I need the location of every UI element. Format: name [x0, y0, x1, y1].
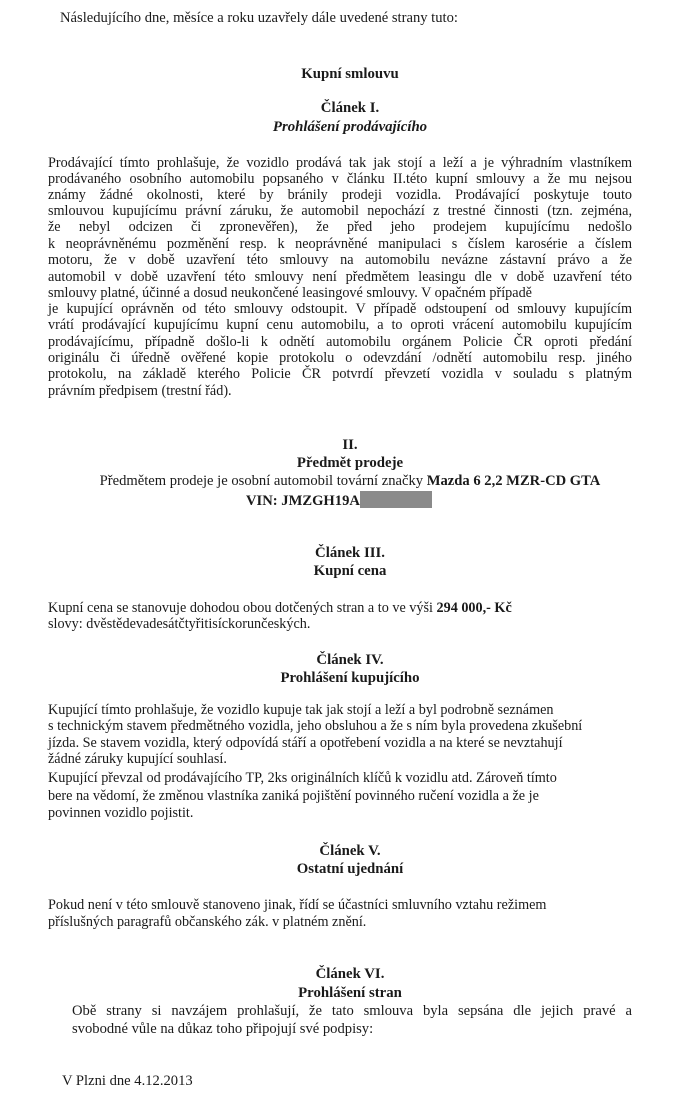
article4-line: s technickým stavem předmětného vozidla, jeho obsluhou a že s ním byla provedena zkušební	[48, 718, 583, 734]
article6-line: Obě strany si navzájem prohlašují, že tato smlouva byla sepsána dle jejich pravé a	[72, 1003, 632, 1019]
article6-heading: Článek VI.	[315, 966, 385, 982]
article1-line: Prodávající tímto prohlašuje, že vozidlo prodává tak jak stojí a leží a je výhradním vlastníkem	[48, 155, 632, 171]
article4-line: bere na vědomí, že změnou vlastníka zaniká pojištění povinného ručení vozidla a že je	[48, 788, 539, 804]
article1-line: právním předpisem (trestní řád).	[48, 383, 232, 399]
article4-line: žádné záruky kupující souhlasí.	[48, 751, 227, 767]
contract-title: Kupní smlouvu	[301, 66, 399, 82]
article1-line: prodávaného osobního automobilu popsaného v článku II.této kupní smlouvy a že mu nejsou	[48, 171, 632, 187]
article4-subheading: Prohlášení kupujícího	[280, 670, 420, 686]
article4-line: Kupující převzal od prodávajícího TP, 2ks originálních klíčů k vozidlu atd. Zároveň tímto	[48, 770, 557, 786]
article1-line: vrátí prodávající kupujícímu kupní cenu automobilu, a to oproti vrácení automobilu kupujícím	[48, 317, 632, 333]
article1-line: automobil v době uzavření této smlouvy není předmětem leasingu dle v době uzavření této	[48, 269, 632, 285]
vin-redaction	[360, 491, 432, 508]
article1-heading: Článek I.	[320, 100, 380, 116]
car-model: Mazda 6 2,2 MZR-CD GTA	[426, 473, 601, 489]
place-date: V Plzni dne 4.12.2013	[62, 1073, 193, 1089]
article4-line: Kupující tímto prohlašuje, že vozidlo kupuje tak jak stojí a leží a byl podrobně seznámen	[48, 702, 554, 718]
price-value: 294 000,- Kč	[436, 600, 512, 616]
article1-line: originálu či úředně ověřené kopie protokolu o odevzdání /odnětí automobilu resp. jiného	[48, 350, 632, 366]
article1-line: známy žádné okolnosti, které by bránily prodeji vozidla. Prodávající poskytuje touto	[48, 187, 632, 203]
price-prefix: Kupní cena se stanovuje dohodou obou dotčených stran a to ve výši	[48, 600, 433, 616]
article1-line: motoru, že v době uzavření této smlouvy na automobilu neváznе zástavní právo a že	[48, 252, 632, 268]
vin-label: VIN: JMZGH19A	[246, 493, 360, 509]
article4-line: jízda. Se stavem vozidla, který odpovídá stáří a opotřebení vozidla a na které se nevztahují	[48, 735, 563, 751]
article6-line: svobodné vůle na důkaz toho připojují své podpisy:	[72, 1021, 374, 1037]
subject-prefix: Předmětem prodeje je osobní automobil tovární značky	[99, 473, 424, 489]
article1-line: prodávajícímu, případně došlo-li k odnětí automobilu orgánem Policie ČR oproti předání	[48, 334, 632, 350]
article1-line: smlouvy platné, účinné a dosud neukončené leasingové smlouvy. V opačném případě	[48, 285, 532, 301]
article1-subheading: Prohlášení prodávajícího	[272, 119, 428, 135]
article5-line: příslušných paragrafů občanského zák. v platném znění.	[48, 914, 367, 930]
article5-heading: Článek V.	[319, 843, 381, 859]
article6-subheading: Prohlášení stran	[298, 985, 402, 1001]
price-line	[48, 600, 512, 616]
article4-line: povinnen vozidlo pojistit.	[48, 805, 194, 821]
article1-line: smlouvou kupujícímu právní záruku, že automobil nepochází z trestné činnosti (tzn. zejména,	[48, 203, 632, 219]
vin-line	[246, 491, 432, 509]
article5-subheading: Ostatní ujednání	[296, 861, 404, 877]
article1-line: že nebyl odcizen či zpronevěřen), že před jeho prodejem kupujícímu nedošlo	[48, 219, 632, 235]
article2-heading: II.	[342, 437, 358, 453]
article1-line: je kupující oprávněn od této smlouvy odstoupit. V případě odstoupení od smlouvy kupujícím	[48, 301, 632, 317]
article4-heading: Článek IV.	[316, 652, 384, 668]
article5-line: Pokud není v této smlouvě stanoveno jinak, řídí se účastníci smluvního vztahu režimem	[48, 897, 547, 913]
article2-subject-line	[0, 473, 700, 489]
article3-heading: Článek III.	[315, 545, 385, 561]
article1-line: k neoprávněnému pozměnění resp. k neoprávněné manipulaci s číslem karosérie a číslem	[48, 236, 632, 252]
article1-line: protokolu, na základě kterého Policie ČR potvrdí převzetí vozidla v souladu s platným	[48, 366, 632, 382]
intro-line: Následujícího dne, měsíce a roku uzavřely dále uvedené strany tuto:	[60, 10, 458, 26]
price-words: slovy: dvěstědevadesátčtyřitisíckorunčeských.	[48, 616, 311, 632]
article2-subheading: Předmět prodeje	[296, 455, 404, 471]
article3-subheading: Kupní cena	[313, 563, 387, 579]
